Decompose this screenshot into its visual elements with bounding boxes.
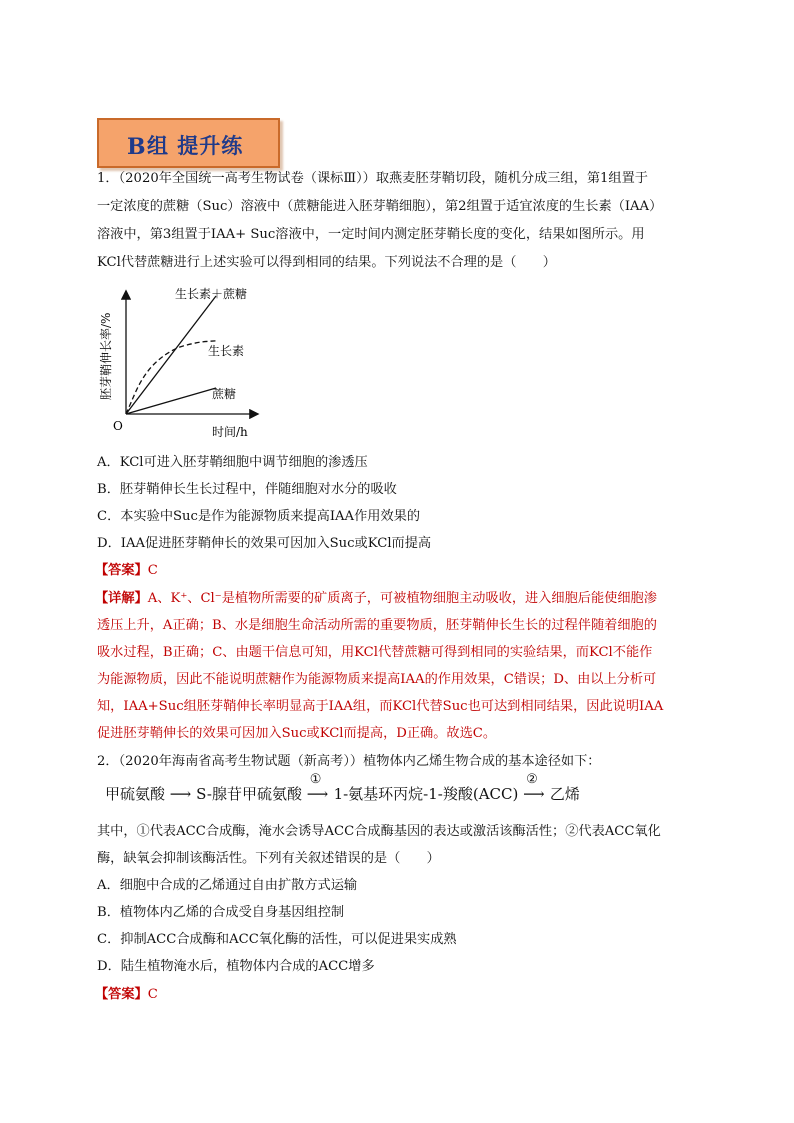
y-axis-label: 胚芽鞘伸长率/% xyxy=(99,312,113,400)
q1-answer-value: C xyxy=(147,563,158,578)
series-line-iaa-suc xyxy=(126,296,216,414)
q1-detail-label: 【详解】 xyxy=(95,591,148,606)
pathway-step-1-marker: ① xyxy=(309,772,322,787)
q1-stem-line-3: 溶液中，第3组置于IAA+ Suc溶液中，一定时间内测定胚芽鞘长度的变化，结果如图所示。用 xyxy=(97,227,645,242)
q2-option-a: A．细胞中合成的乙烯通过自由扩散方式运输 xyxy=(97,878,358,893)
q1-option-c: C．本实验中Suc是作为能源物质来提高IAA作用效果的 xyxy=(97,509,421,524)
q1-option-d: D．IAA促进胚芽鞘伸长的效果可因加入Suc或KCl而提高 xyxy=(97,536,432,551)
q1-answer xyxy=(95,562,158,580)
pathway-substrate-sam: S-腺苷甲硫氨酸 xyxy=(196,785,302,803)
q2-option-c: C．抑制ACC合成酶和ACC氧化酶的活性，可以促进果实成熟 xyxy=(97,932,457,947)
q1-stem-line-4: KCl代替蔗糖进行上述实验可以得到相同的结果。下列说法不合理的是（ ） xyxy=(97,255,556,270)
origin-label: O xyxy=(113,419,123,433)
section-header-letter: B xyxy=(127,134,146,160)
q1-stem-line-2: 一定浓度的蔗糖（Suc）溶液中（蔗糖能进入胚芽鞘细胞），第2组置于适宜浓度的生长素（IAA） xyxy=(97,199,663,214)
elongation-chart xyxy=(95,280,270,445)
pathway-substrate-acc: 1-氨基环丙烷-1-羧酸(ACC) xyxy=(333,785,519,803)
pathway-arrow-2: ① ⟶ xyxy=(306,772,329,803)
series-label-iaa: 生长素 xyxy=(208,344,245,358)
series-line-suc xyxy=(126,388,216,414)
q1-detail-text-1: A、K⁺、Cl⁻是植物所需要的矿质离子，可被植物细胞主动吸收，进入细胞后能使细胞渗 xyxy=(147,591,657,606)
q1-detail-line-5: 知，IAA+Suc组胚芽鞘伸长率明显高于IAA组，而KCl代替Suc也可达到相同结果，因此说明IAA xyxy=(97,699,664,714)
series-label-suc: 蔗糖 xyxy=(212,387,237,401)
q1-detail-line-4: 为能源物质，因此不能说明蔗糖作为能源物质来提高IAA的作用效果，C错误；D、由以上分析可 xyxy=(97,672,657,687)
ethylene-pathway xyxy=(105,772,580,804)
q2-option-b: B．植物体内乙烯的合成受自身基因组控制 xyxy=(97,905,345,920)
series-label-iaa-suc: 生长素＋蔗糖 xyxy=(175,287,248,301)
pathway-step-2-marker: ② xyxy=(526,772,538,787)
q2-answer xyxy=(95,986,158,1004)
x-axis-label: 时间/h xyxy=(212,425,248,439)
section-header-badge xyxy=(97,118,280,168)
q1-detail-line-1 xyxy=(95,590,657,608)
section-header-title: 组 提升练 xyxy=(147,133,244,158)
q1-option-a: A．KCl可进入胚芽鞘细胞中调节细胞的渗透压 xyxy=(97,455,368,470)
pathway-product-ethylene: 乙烯 xyxy=(549,785,580,803)
pathway-substrate-met: 甲硫氨酸 xyxy=(105,785,166,803)
q2-stem: 2．（2020年海南省高考生物试题（新高考））植物体内乙烯生物合成的基本途径如下： xyxy=(97,754,601,769)
q2-answer-value: C xyxy=(147,987,158,1002)
q2-answer-label: 【答案】 xyxy=(95,987,148,1002)
q1-answer-label: 【答案】 xyxy=(95,563,148,578)
q1-detail-line-3: 吸水过程，B正确；C、由题干信息可知，用KCl代替蔗糖可得到相同的实验结果，而KCl不能作 xyxy=(97,645,653,660)
q1-option-b: B．胚芽鞘伸长生长过程中，伴随细胞对水分的吸收 xyxy=(97,482,397,497)
q1-detail-line-6: 促进胚芽鞘伸长的效果可因加入Suc或KCl而提高，D正确。故选C。 xyxy=(97,726,497,741)
q2-desc-line-2: 酶，缺氧会抑制该酶活性。下列有关叙述错误的是（ ） xyxy=(97,851,440,866)
pathway-arrow-3: ② ⟶ xyxy=(523,772,545,803)
pathway-arrow-1: ⟶ xyxy=(169,785,192,803)
series-line-iaa xyxy=(126,341,216,414)
q1-stem-line-1: 1．（2020年全国统一高考生物试卷（课标Ⅲ））取燕麦胚芽鞘切段，随机分成三组，第1组置于 xyxy=(97,171,648,186)
q2-desc-line-1: 其中，①代表ACC合成酶，淹水会诱导ACC合成酶基因的表达或激活该酶活性；②代表ACC氧化 xyxy=(97,824,661,839)
q1-detail-line-2: 透压上升，A正确；B、水是细胞生命活动所需的重要物质，胚芽鞘伸长生长的过程伴随着细胞的 xyxy=(97,618,657,633)
q2-option-d: D．陆生植物淹水后，植物体内合成的ACC增多 xyxy=(97,959,375,974)
